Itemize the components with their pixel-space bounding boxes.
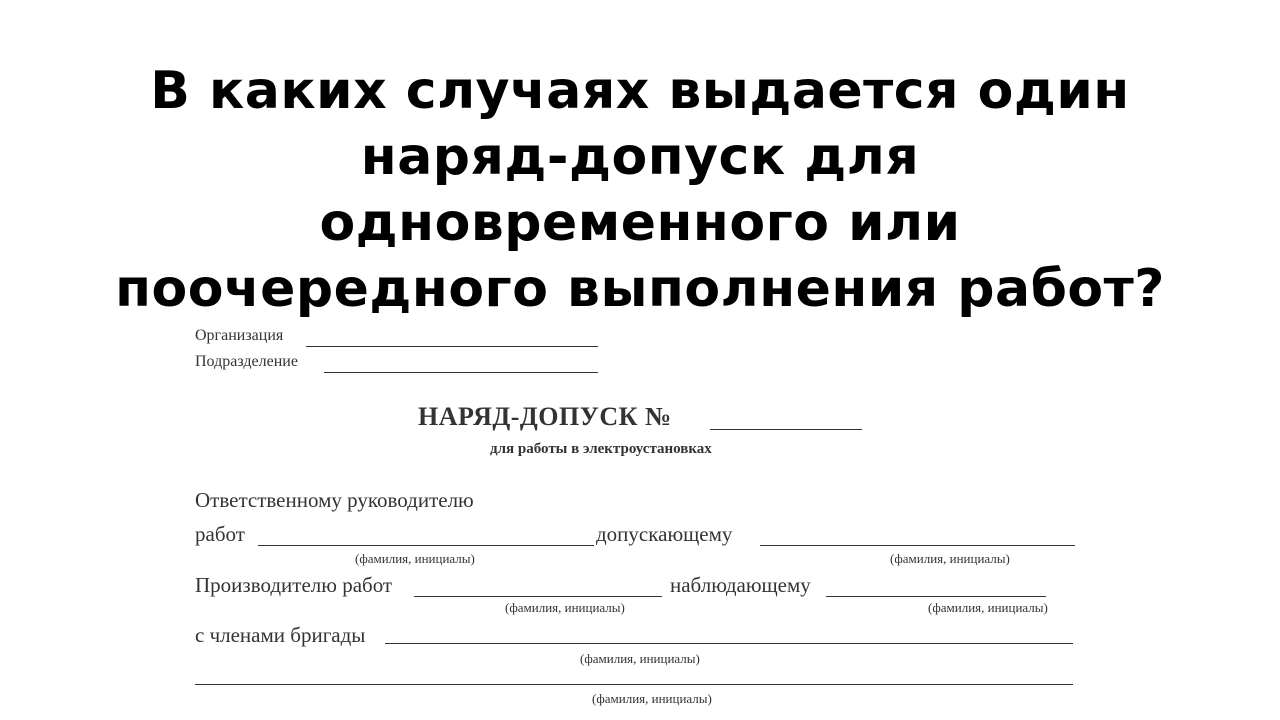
permit-number-line xyxy=(710,429,862,430)
headline-line-2: наряд-допуск для xyxy=(360,127,920,187)
admitting-label: допускающему xyxy=(596,522,733,546)
permit-subtitle: для работы в электроустановках xyxy=(490,441,712,457)
headline-line-3: одновременного или xyxy=(319,193,961,253)
caption-responsible: (фамилия, инициалы) xyxy=(355,551,475,566)
observer-name-line xyxy=(826,596,1046,597)
responsible-label: Ответственному руководителю xyxy=(195,488,474,512)
caption-producer: (фамилия, инициалы) xyxy=(505,600,625,615)
caption-brigade-2: (фамилия, инициалы) xyxy=(592,691,712,706)
permit-title: НАРЯД-ДОПУСК № xyxy=(418,402,672,431)
admitting-name-line xyxy=(760,545,1075,546)
division-label: Подразделение xyxy=(195,353,298,370)
division-line xyxy=(324,372,598,373)
headline-line-4: поочередного выполнения работ? xyxy=(115,259,1165,319)
headline xyxy=(0,58,1280,322)
caption-brigade-1: (фамилия, инициалы) xyxy=(580,651,700,666)
caption-admitting: (фамилия, инициалы) xyxy=(890,551,1010,566)
producer-name-line xyxy=(414,596,662,597)
caption-observer: (фамилия, инициалы) xyxy=(928,600,1048,615)
brigade-line-1 xyxy=(385,643,1073,644)
observer-label: наблюдающему xyxy=(670,573,811,597)
brigade-line-2 xyxy=(195,684,1073,685)
headline-line-1: В каких случаях выдается один xyxy=(150,61,1130,121)
works-label: работ xyxy=(195,522,245,546)
producer-label: Производителю работ xyxy=(195,573,393,597)
responsible-name-line xyxy=(258,545,594,546)
brigade-label: с членами бригады xyxy=(195,623,366,647)
organization-line xyxy=(306,346,598,347)
organization-label: Организация xyxy=(195,327,284,344)
